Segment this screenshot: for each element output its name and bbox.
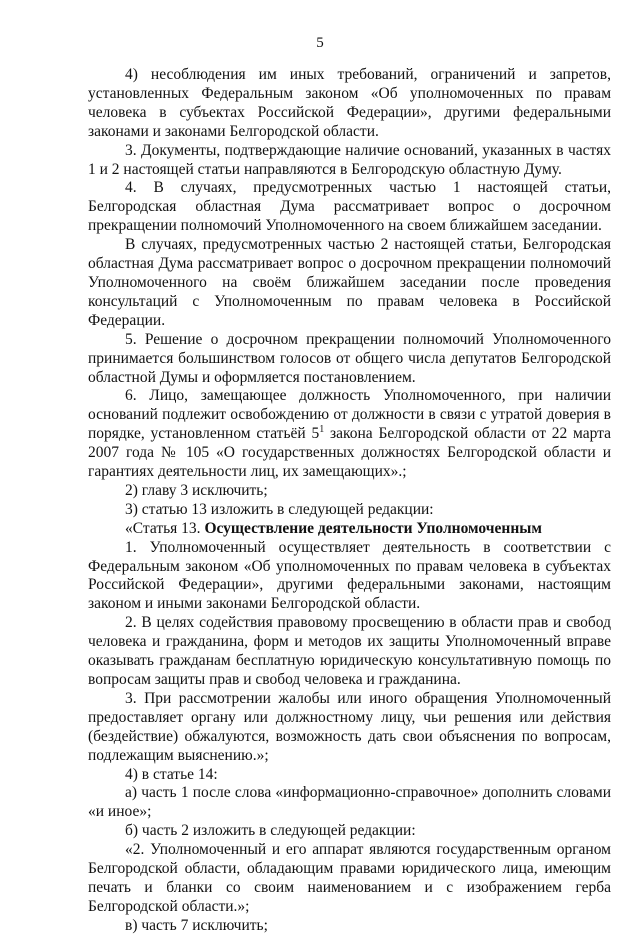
paragraph-part-6-text-continued: закона Белгородской области от 22 марта 2007 года № 105 «О государственных должностях Белгородской области и гарантиях деятельности лиц, их замещающих».; <box>88 425 611 481</box>
superscript-footnote: 1 <box>319 424 325 436</box>
paragraph-part-2-cases: В случаях, предусмотренных частью 2 настоящей статьи, Белгородская областная Дума рассматривает вопрос о досрочном прекращении полномочий Уполномоченного на своём ближайшем заседании после проведения консультаций с Уполномоченным по правам человека в Российской Федерации. <box>88 236 611 329</box>
amendment-item-3: 3) статью 13 изложить в следующей редакции: <box>125 500 434 518</box>
amendment-item-4-c: в) часть 7 исключить; <box>125 916 268 934</box>
amendment-item-4: 4) в статье 14: <box>125 765 218 783</box>
paragraph-part-6-text: 6. Лицо, замещающее должность Уполномоченного, при наличии оснований подлежит освобождению от должности в связи с утратой доверия в порядке, установленном статьёй 5 <box>88 387 611 443</box>
paragraph-part-5-decision: 5. Решение о досрочном прекращении полномочий Уполномоченного принимается большинством голосов от общего числа депутатов Белгородской областной Думы и оформляется постановлением. <box>88 330 611 386</box>
amendment-item-4-a: а) часть 1 после слова «информационно-справочное» дополнить словами «и иное»; <box>88 784 611 821</box>
article-13-prefix: «Статья 13. <box>125 519 205 537</box>
page-number: 5 <box>316 35 324 51</box>
article-13-heading <box>88 520 611 539</box>
article-13-title: Осуществление деятельности Уполномоченным <box>204 519 542 537</box>
paragraph-part-3-documents: 3. Документы, подтверждающие наличие оснований, указанных в частях 1 и 2 настоящей статьи направляются в Белгородскую областную Думу. <box>88 141 611 178</box>
amendment-item-2: 2) главу 3 исключить; <box>125 481 268 499</box>
article-13-part-1: 1. Уполномоченный осуществляет деятельность в соответствии с Федеральным законом «Об уполномоченных по правам человека в субъектах Российской Федерации», другими федеральными законами, настоящим законом и иными законами Белгородской области. <box>88 538 611 613</box>
paragraph-item-4-noncompliance: 4) несоблюдения им иных требований, ограничений и запретов, установленных Федеральным законом «Об уполномоченных по правам человека в субъектах Российской Федерации», другими федеральными законами и законами Белгородской области. <box>88 66 611 140</box>
paragraph-part-6-dismissal <box>88 387 611 482</box>
article-13-part-3: 3. При рассмотрении жалобы или иного обращения Уполномоченный предоставляет органу или должностному лицу, чьи решения или действия (бездействие) обжалуются, возможность дать свои объяснения по вопросам, подлежащим выяснению.»; <box>88 689 611 764</box>
amendment-item-4-b-text: «2. Уполномоченный и его аппарат являются государственным органом Белгородской области, обладающим правами юридического лица, имеющим печать и бланки со своим наименованием и с изображением герба Белгородской области.»; <box>88 841 611 915</box>
article-13-part-2: 2. В целях содействия правовому просвещению в области прав и свобод человека и гражданина, форм и методов их защиты Уполномоченный вправе оказывать гражданам бесплатную юридическую консультативную помощь по вопросам защиты прав и свобод человека и гражданина. <box>88 614 611 688</box>
document-body <box>88 66 611 936</box>
paragraph-part-4-duma-review: 4. В случаях, предусмотренных частью 1 настоящей статьи, Белгородская областная Дума рассматривает вопрос о досрочном прекращении полномочий Уполномоченного на своем ближайшем заседании. <box>88 179 611 235</box>
amendment-item-4-b: б) часть 2 изложить в следующей редакции: <box>125 822 416 840</box>
